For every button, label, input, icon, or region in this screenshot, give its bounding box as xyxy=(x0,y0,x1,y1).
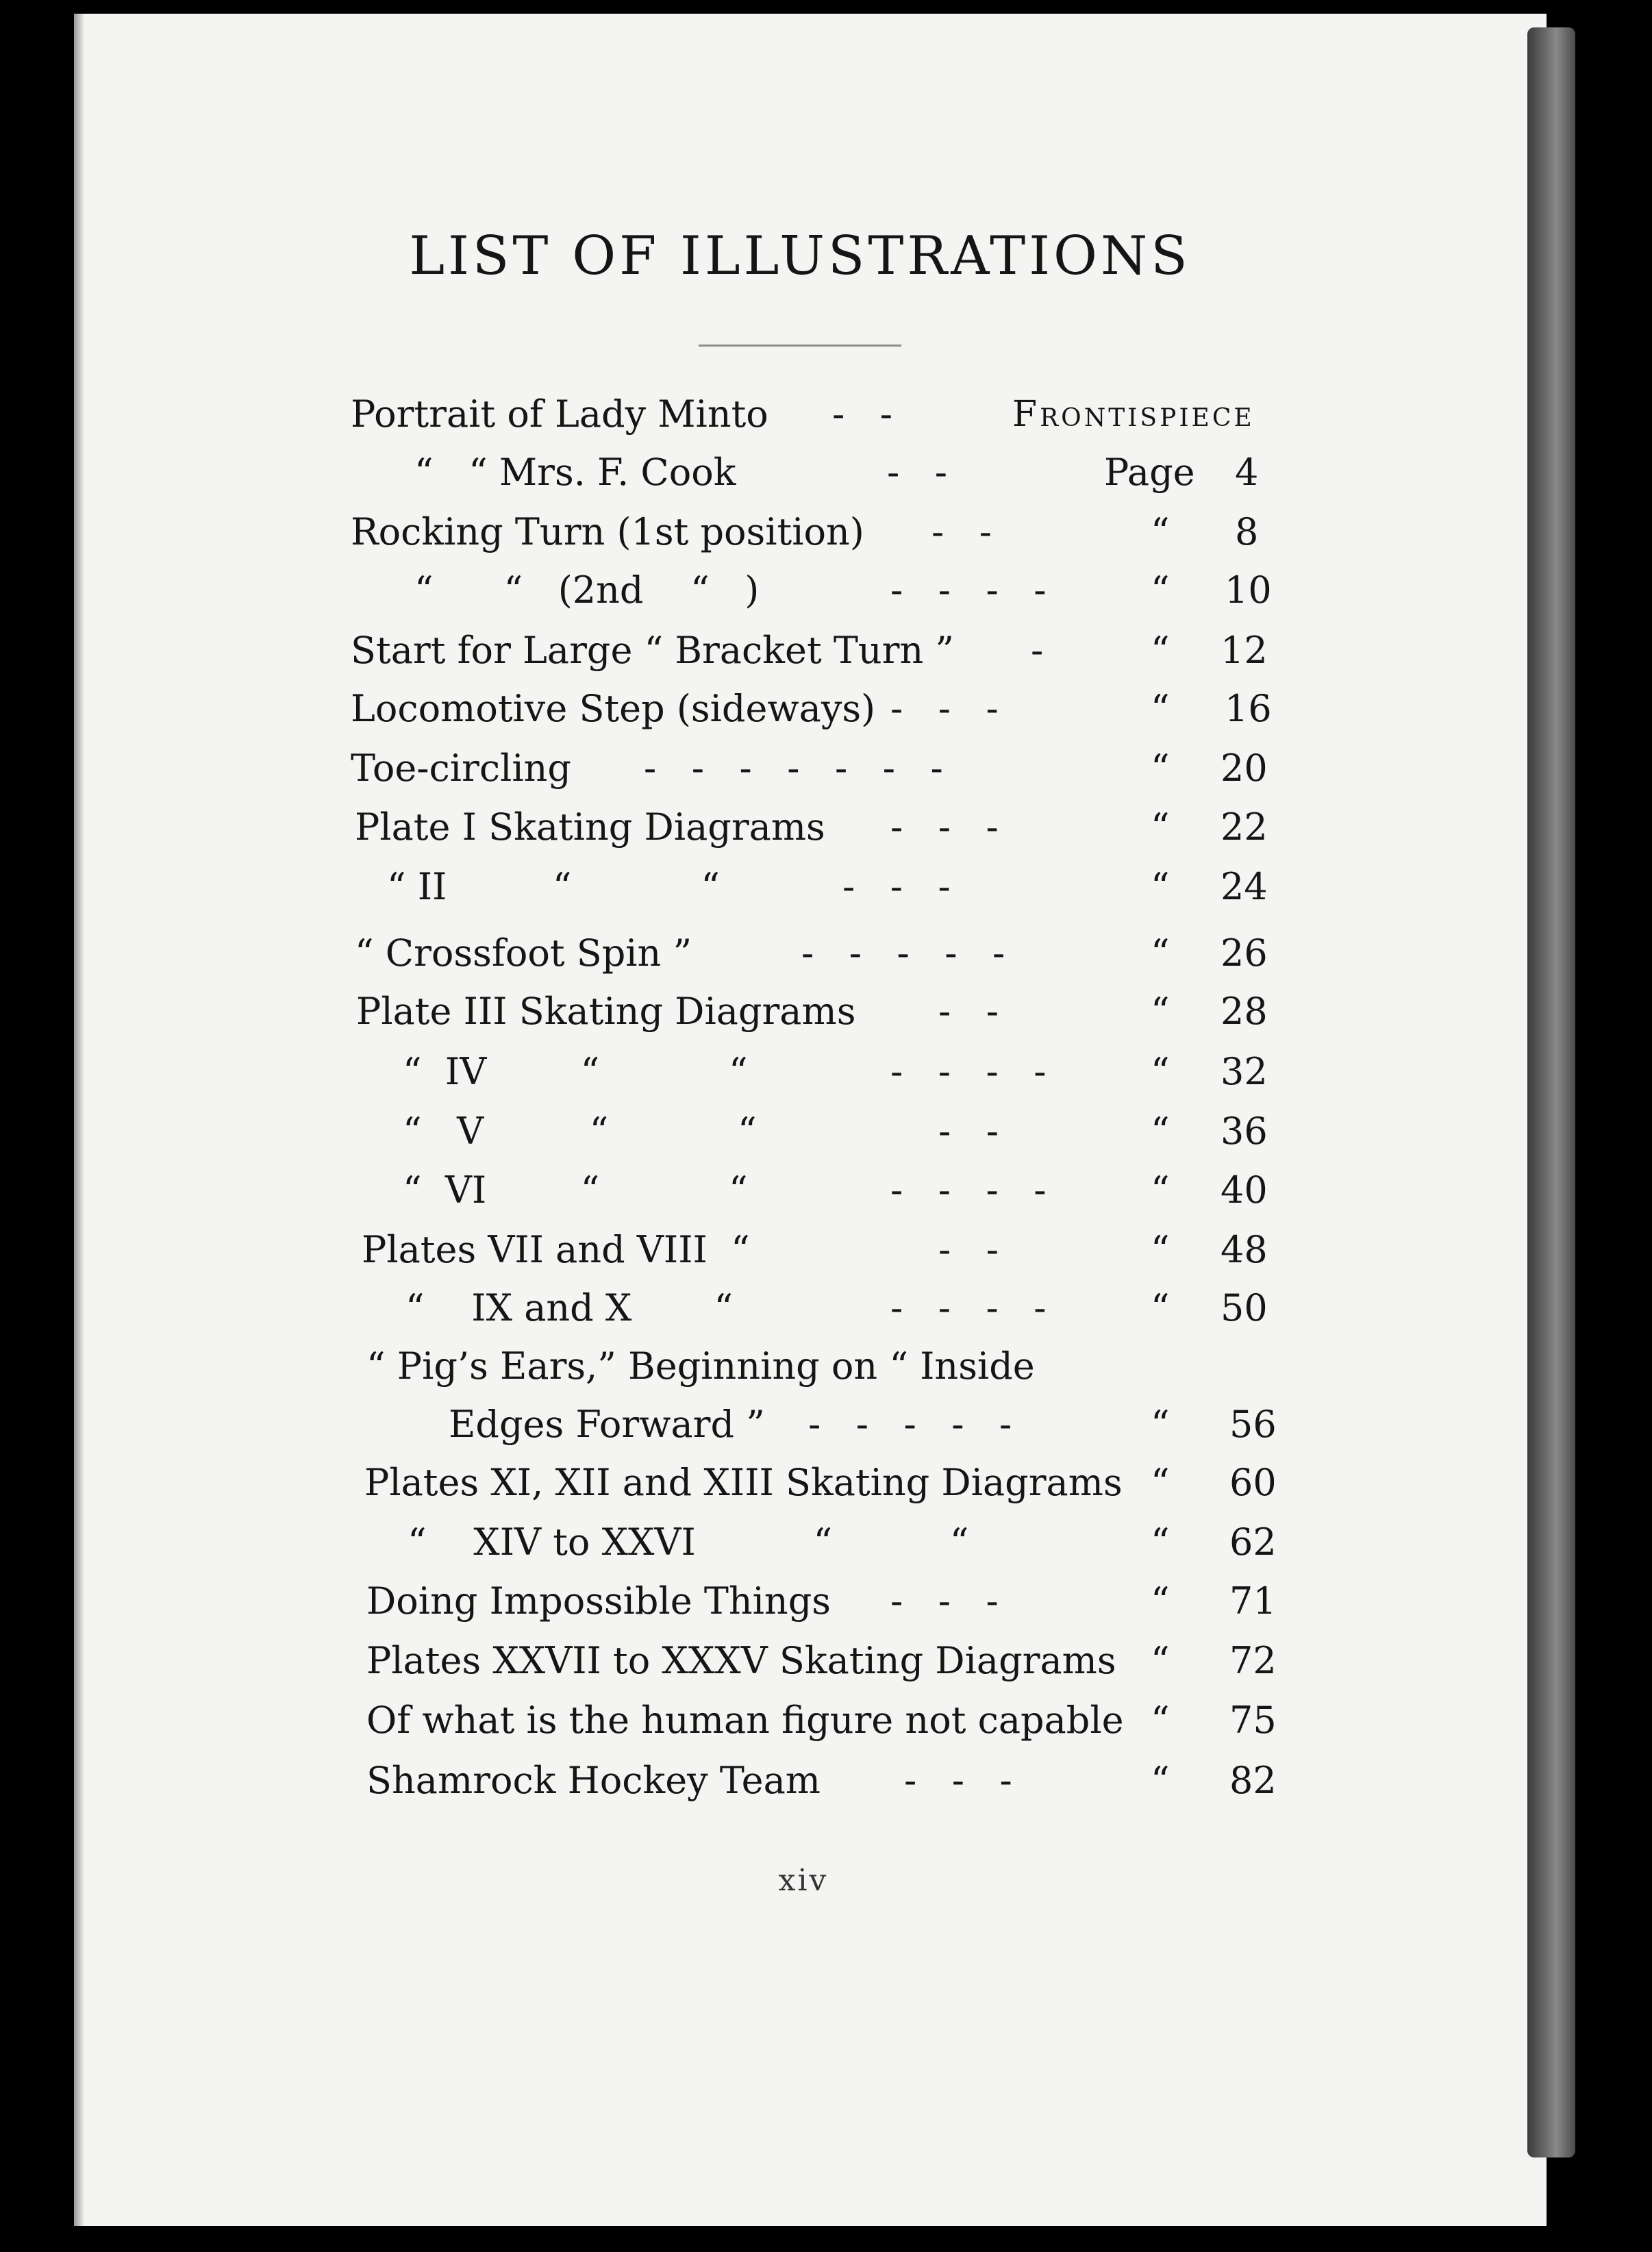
list-item xyxy=(0,681,1652,736)
entry-leader: - - - xyxy=(890,687,999,730)
entry-title: Plates XXVII to XXXV Skating Diagrams xyxy=(366,1639,1116,1682)
entry-title: Edges Forward ” xyxy=(449,1403,765,1446)
entry-page-marker: “ xyxy=(1151,687,1170,730)
entry-page-marker: “ xyxy=(1151,568,1170,612)
entry-leader: - - - - - xyxy=(808,1403,1012,1446)
entry-page-number: 28 xyxy=(1221,990,1268,1033)
entry-page-number: 60 xyxy=(1229,1461,1277,1504)
entry-title: “ V “ “ xyxy=(403,1110,757,1153)
entry-page-number: 71 xyxy=(1229,1579,1277,1623)
entry-page-number: 20 xyxy=(1221,747,1268,790)
list-item xyxy=(0,1455,1652,1510)
entry-page-marker: “ xyxy=(1151,1639,1170,1682)
entry-title: Of what is the human figure not capable xyxy=(366,1699,1124,1742)
entry-page-marker: “ xyxy=(1151,1050,1170,1093)
entry-title: “ IX and X “ xyxy=(405,1286,734,1329)
entry-page-number: 32 xyxy=(1221,1050,1268,1093)
list-item xyxy=(0,800,1652,855)
list-item xyxy=(0,445,1652,500)
entry-page-number: 26 xyxy=(1221,931,1268,975)
entry-page-number: 75 xyxy=(1229,1699,1277,1742)
entry-title: Plate I Skating Diagrams xyxy=(355,805,825,849)
list-item xyxy=(0,1397,1652,1452)
list-item xyxy=(0,1223,1652,1277)
list-item xyxy=(0,1281,1652,1336)
entry-leader: - xyxy=(1031,629,1044,672)
list-item xyxy=(0,1163,1652,1218)
list-item xyxy=(0,1044,1652,1099)
entry-title: Plate III Skating Diagrams xyxy=(356,990,856,1033)
entry-title: Toe-circling xyxy=(351,747,571,790)
entry-page-marker: “ xyxy=(1151,747,1170,790)
entry-leader: - - xyxy=(931,510,992,553)
entry-leader: - - - xyxy=(842,865,951,908)
list-item xyxy=(0,860,1652,914)
entry-title: “ II “ “ xyxy=(387,865,720,908)
entry-page-number: 24 xyxy=(1221,865,1268,908)
entry-page-marker: “ xyxy=(1151,1110,1170,1153)
entry-leader: - - - xyxy=(890,805,999,849)
entry-title: “ Crossfoot Spin ” xyxy=(355,931,692,975)
entry-page-marker: “ xyxy=(1151,1521,1170,1564)
entry-page-number: 40 xyxy=(1221,1168,1268,1212)
entry-page-marker: “ xyxy=(1151,990,1170,1033)
entry-leader: - - xyxy=(832,392,892,436)
page-title: LIST OF ILLUSTRATIONS xyxy=(409,225,1191,287)
entry-title: “ “ (2nd “ ) xyxy=(414,568,760,612)
entry-page-number: 22 xyxy=(1221,805,1268,849)
list-item xyxy=(0,1634,1652,1688)
entry-leader: - - - - - xyxy=(801,931,1005,975)
entry-leader: - - xyxy=(938,1228,999,1271)
entry-page-marker: “ xyxy=(1151,629,1170,672)
entry-title: Shamrock Hockey Team xyxy=(366,1759,821,1802)
entry-page-number: 36 xyxy=(1221,1110,1268,1153)
entry-leader: - - xyxy=(887,451,947,494)
entry-leader: - - - - xyxy=(890,568,1047,612)
entry-page-number: 8 xyxy=(1235,510,1259,553)
entry-page-number: Frontispiece xyxy=(1012,394,1255,435)
list-item xyxy=(0,1515,1652,1570)
entry-page-marker: “ xyxy=(1151,1228,1170,1271)
entry-page-marker: “ xyxy=(1151,805,1170,849)
entry-title: “ “ Mrs. F. Cook xyxy=(414,451,736,494)
entry-page-number: 62 xyxy=(1229,1521,1277,1564)
list-item xyxy=(0,505,1652,560)
list-item xyxy=(0,984,1652,1039)
list-item xyxy=(0,1753,1652,1808)
entry-page-marker: “ xyxy=(1151,865,1170,908)
entry-leader: - - - - xyxy=(890,1168,1047,1212)
entry-title: Locomotive Step (sideways) xyxy=(351,687,876,730)
list-item xyxy=(0,926,1652,981)
entry-title: Start for Large “ Bracket Turn ” xyxy=(351,629,955,672)
entry-page-marker: “ xyxy=(1151,1168,1170,1212)
entry-leader: - - - - xyxy=(890,1050,1047,1093)
entry-leader: - - - - - - - xyxy=(644,747,943,790)
list-item xyxy=(0,1339,1652,1394)
list-item xyxy=(0,623,1652,678)
entry-title: Portrait of Lady Minto xyxy=(351,392,768,436)
entry-page-number: 10 xyxy=(1225,568,1272,612)
entry-title: “ XIV to XXVI “ “ xyxy=(408,1521,969,1564)
entry-leader: - - xyxy=(938,990,999,1033)
entry-leader: - - - xyxy=(890,1579,999,1623)
entry-page-marker: “ xyxy=(1151,1759,1170,1802)
entry-title: “ VI “ “ xyxy=(403,1168,748,1212)
entry-page-marker: “ xyxy=(1151,510,1170,553)
entry-page-number: 48 xyxy=(1221,1228,1268,1271)
entry-leader: - - - xyxy=(904,1759,1012,1802)
list-item xyxy=(0,741,1652,796)
entry-title: Rocking Turn (1st position) xyxy=(351,510,864,553)
entry-title: “ IV “ “ xyxy=(403,1050,748,1093)
entry-title: “ Pig’s Ears,” Beginning on “ Inside xyxy=(366,1344,1035,1388)
entry-title: Plates XI, XII and XIII Skating Diagrams xyxy=(364,1461,1123,1504)
entry-page-number: 82 xyxy=(1229,1759,1277,1802)
entry-leader: - - xyxy=(938,1110,999,1153)
entry-page-marker: Page xyxy=(1104,451,1195,494)
entry-page-number: 50 xyxy=(1221,1286,1268,1329)
entry-page-number: 72 xyxy=(1229,1639,1277,1682)
entry-page-marker: “ xyxy=(1151,1403,1170,1446)
entry-page-number: 12 xyxy=(1221,629,1268,672)
entry-page-marker: “ xyxy=(1151,931,1170,975)
list-item xyxy=(0,1574,1652,1629)
list-item xyxy=(0,1104,1652,1159)
entry-page-number: 16 xyxy=(1225,687,1272,730)
entry-page-marker: “ xyxy=(1151,1699,1170,1742)
list-item xyxy=(0,387,1652,442)
entry-leader: - - - - xyxy=(890,1286,1047,1329)
entry-page-marker: “ xyxy=(1151,1461,1170,1504)
entry-page-marker: “ xyxy=(1151,1579,1170,1623)
list-item xyxy=(0,1693,1652,1748)
entry-page-marker: “ xyxy=(1151,1286,1170,1329)
page-number: xiv xyxy=(778,1863,829,1898)
entry-title: Doing Impossible Things xyxy=(366,1579,831,1623)
entry-page-number: 56 xyxy=(1229,1403,1277,1446)
entry-title: Plates VII and VIII “ xyxy=(362,1228,750,1271)
entry-page-number: 4 xyxy=(1235,451,1259,494)
list-item xyxy=(0,563,1652,618)
